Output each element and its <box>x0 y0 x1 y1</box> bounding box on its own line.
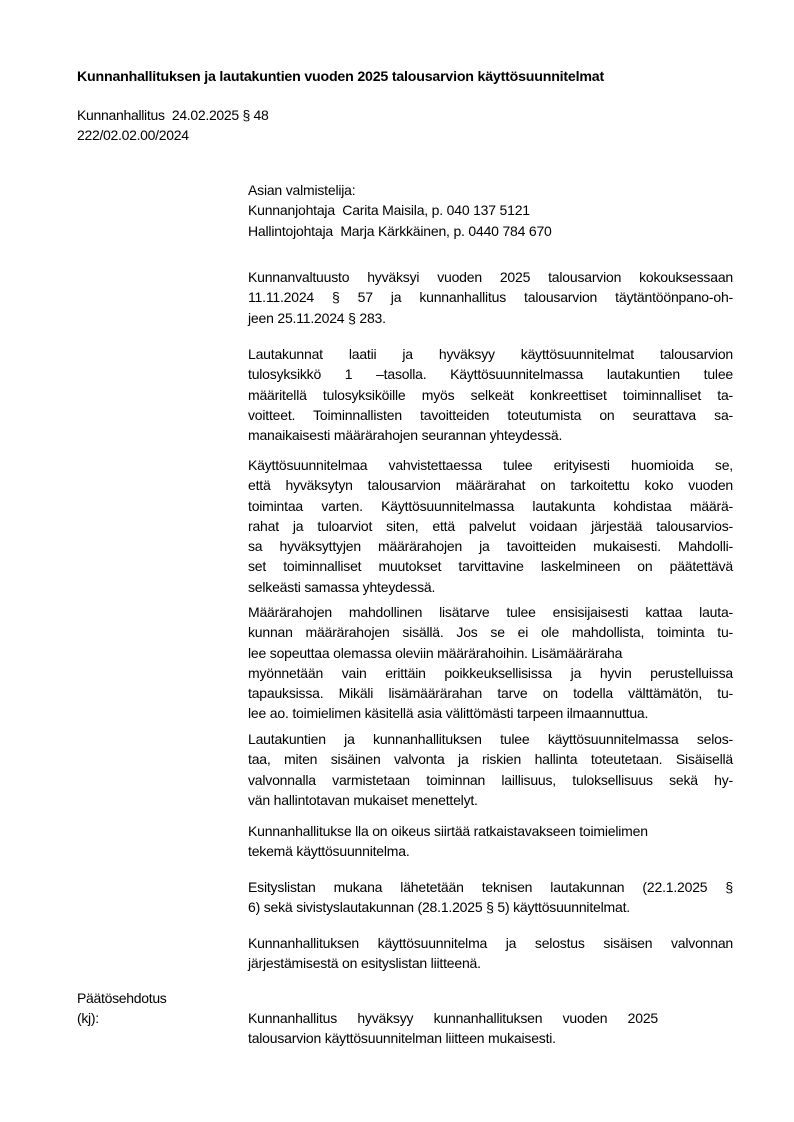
text-line: taa, miten sisäinen valvonta ja riskien hallinta toteutetaan. Sisäisellä <box>248 751 733 768</box>
text-line: Kunnanvaltuusto hyväksyi vuoden 2025 talousarvion kokouksessaan <box>248 269 733 285</box>
text-line: selkeästi samassa yhteydessä. <box>248 578 436 595</box>
text-line: määritellä tulosyksiköille myös selkeät konkreettiset toiminnalliset ta- <box>248 386 733 403</box>
paragraph-4 <box>248 602 733 724</box>
text-line: Käyttösuunnitelmaa vahvistettaessa tulee erityisesti huomioida se, <box>248 457 733 473</box>
paragraph-7 <box>248 877 733 918</box>
paragraph-3 <box>248 455 733 597</box>
text-line: valvonnalla varmistetaan toiminnan laillisuus, tuloksellisuus sekä hy- <box>248 771 733 788</box>
text-line: Kunnanhallitus hyväksyy kunnanhallituksen vuoden 2025 <box>248 1010 658 1026</box>
paragraph-5 <box>248 729 733 810</box>
text-line: että hyväksytyn talousarvion määrärahat on tarkoitettu koko vuoden <box>248 477 733 494</box>
paragraph-6 <box>248 821 733 862</box>
case-number: 222/02.02.00/2024 <box>77 127 189 143</box>
text-line: Esityslistan mukana lähetetään teknisen lautakunnan (22.1.2025 § <box>248 879 733 895</box>
paragraph-8 <box>248 933 733 974</box>
text-line: voitteet. Toiminnallisten tavoitteiden toteutumista on seurattava sa- <box>248 406 733 423</box>
text-line: rahat ja tuloarviot siten, että palvelut voidaan järjestää talousarvios- <box>248 517 733 534</box>
text-line: Kunnanhallituksen käyttösuunnitelma ja selostus sisäisen valvonnan <box>248 935 733 951</box>
meeting-body-date: Kunnanhallitus 24.02.2025 § 48 <box>77 107 269 123</box>
meeting-meta <box>77 105 269 145</box>
text-line: kunnan määrärahojen sisällä. Jos se ei ole mahdollista, toiminta tu- <box>248 624 733 641</box>
proposal-label-line: Päätösehdotus <box>77 990 167 1006</box>
text-line: Lautakunnat laatii ja hyväksyy käyttösuunnitelmat talousarvion <box>248 346 733 362</box>
text-line: sa hyväksyttyjen määrärahojen ja tavoitteiden mukaisesti. Mahdolli- <box>248 538 733 555</box>
text-line: Kunnanhallitukse lla on oikeus siirtää ratkaistavakseen toimielimen <box>248 823 648 839</box>
proposal-label-line: (kj): <box>77 1010 99 1026</box>
text-line: tekemä käyttösuunnitelma. <box>248 843 410 860</box>
text-line: set toiminnalliset muutokset tarvittavine laskelmineen on päätettävä <box>248 558 733 575</box>
proposal-label <box>77 988 167 1028</box>
preparer-block <box>248 180 733 241</box>
text-line: lee sopeuttaa olemassa oleviin määrärahoihin. Lisämääräraha <box>248 644 623 661</box>
text-line: Lautakuntien ja kunnanhallituksen tulee käyttösuunnitelmassa selos- <box>248 731 733 747</box>
text-line: myönnetään vain erittäin poikkeuksellisissa ja hyvin perustelluissa <box>248 664 733 681</box>
preparer-line: Hallintojohtaja Marja Kärkkäinen, p. 0440 784 670 <box>248 222 552 239</box>
paragraph-2 <box>248 344 733 445</box>
text-line: 6) sekä sivistyslautakunnan (28.1.2025 § 5) käyttösuunnitelmat. <box>248 899 630 916</box>
text-line: järjestämisestä on esityslistan liitteenä. <box>248 955 481 972</box>
text-line: tapauksissa. Mikäli lisämäärärahan tarve on todella välttämätön, tu- <box>248 685 733 702</box>
text-line: vän hallintotavan mukaiset menettelyt. <box>248 791 478 808</box>
paragraph-1 <box>248 267 733 328</box>
text-line: jeen 25.11.2024 § 283. <box>248 309 386 326</box>
text-line: manaikaisesti määrärahojen seurannan yhteydessä. <box>248 427 563 444</box>
document-title: Kunnanhallituksen ja lautakuntien vuoden 2025 talousarvion käyttösuunnitelmat <box>77 69 604 85</box>
proposal-text <box>248 1008 658 1049</box>
preparer-line: Kunnanjohtaja Carita Maisila, p. 040 137 5121 <box>248 202 530 219</box>
text-line: toimintaa varten. Käyttösuunnitelmassa lautakunta kohdistaa määrä- <box>248 497 733 514</box>
text-line: Määrärahojen mahdollinen lisätarve tulee ensisijaisesti kattaa lauta- <box>248 604 733 620</box>
text-line: lee ao. toimielimen käsitellä asia välittömästi tarpeen ilmaannuttua. <box>248 705 649 722</box>
text-line: tulosyksikkö 1 –tasolla. Käyttösuunnitelmassa lautakuntien tulee <box>248 366 733 383</box>
text-line: 11.11.2024 § 57 ja kunnanhallitus talousarvion täytäntöönpano-oh- <box>248 289 733 306</box>
text-line: talousarvion käyttösuunnitelman liitteen mukaisesti. <box>248 1030 556 1047</box>
preparer-heading: Asian valmistelija: <box>248 182 356 198</box>
